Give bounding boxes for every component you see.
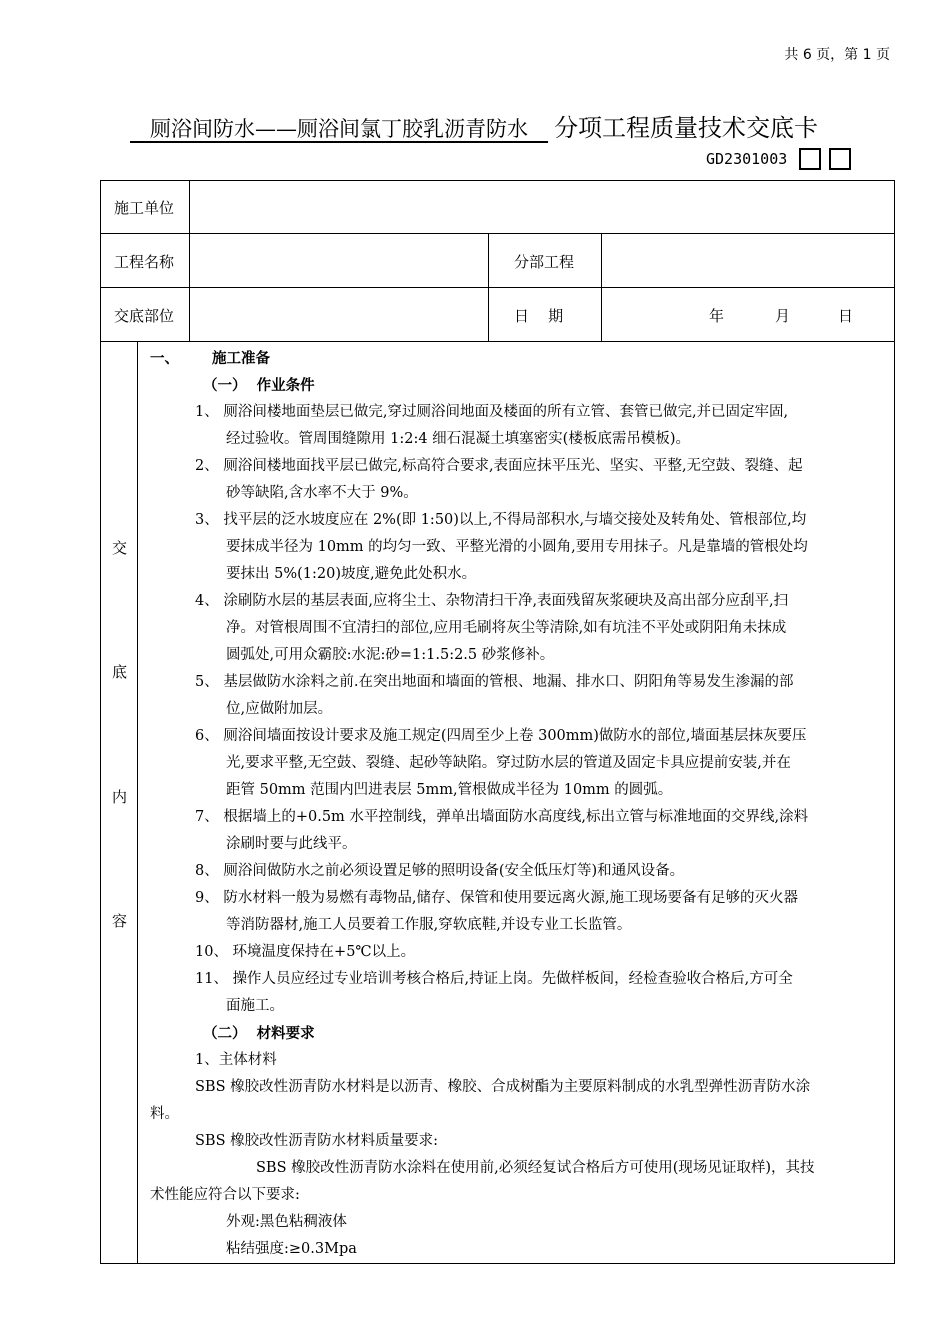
checkbox-2	[829, 148, 851, 170]
material-desc-line: SBS 橡胶改性沥青防水材料是以沥青、橡胶、合成树酯为主要原料制成的水乳型弹性沥青防水涂	[195, 1079, 811, 1095]
quality-desc-line: 术性能应符合以下要求:	[150, 1187, 300, 1203]
list-item-continuation: 光,要求平整,无空鼓、裂缝、起砂等缺陷。穿过防水层的管道及固定卡具应提前安装,并在	[226, 755, 791, 771]
list-item-continuation: 位,应做附加层。	[226, 701, 333, 717]
list-item: 10、 环境温度保持在+5℃以上。	[195, 944, 416, 960]
date-year: 年	[709, 307, 725, 325]
date-month: 月	[775, 307, 791, 325]
list-item-continuation: 距管 50mm 范围内凹进表层 5mm,管根做成半径为 10mm 的圆弧。	[226, 782, 673, 798]
side-label-char: 底	[112, 663, 128, 681]
quality-desc-line: SBS 橡胶改性沥青防水涂料在使用前,必须经复试合格后方可使用(现场见证取样)，其技	[256, 1160, 815, 1176]
list-item: 8、 厕浴间做防水之前必须设置足够的照明设备(安全低压灯等)和通风设备。	[195, 863, 685, 879]
date-day: 日	[838, 307, 854, 325]
list-item-continuation: 要抹出 5%(1:20)坡度,避免此处积水。	[226, 566, 477, 582]
col-divider	[488, 233, 489, 341]
list-item: 2、 厕浴间楼地面找平层已做完,标高符合要求,表面应抹平压光、坚实、平整,无空鼓、裂缝、起	[195, 458, 803, 474]
quality-title: SBS 橡胶改性沥青防水材料质量要求:	[195, 1133, 439, 1149]
title-underlined: 厕浴间防水——厕浴间氯丁胶乳沥青防水	[130, 117, 549, 141]
col-divider	[601, 233, 602, 341]
list-item: 4、 涂刷防水层的基层表面,应将尘土、杂物清扫干净,表面残留灰浆硬块及高出部分应刮平,扫	[195, 593, 789, 609]
row-divider	[100, 341, 895, 342]
side-label-char: 容	[112, 912, 128, 930]
list-item-continuation: 经过验收。管周围缝隙用 1:2:4 细石混凝土填塞密实(楼板底需吊模板)。	[226, 431, 690, 447]
col-divider	[137, 341, 138, 1264]
checkbox-1	[799, 148, 821, 170]
material-desc-line: 料。	[150, 1106, 179, 1122]
date-label: 日 期	[514, 307, 564, 325]
project-name-label: 工程名称	[114, 253, 175, 271]
list-item: 5、 基层做防水涂料之前.在突出地面和墙面的管根、地漏、排水口、阴阳角等易发生渗漏的部	[195, 674, 794, 690]
code-text: GD2301003	[706, 150, 788, 168]
list-item-continuation: 面施工。	[226, 998, 284, 1014]
list-item-continuation: 涂刷时要与此线平。	[226, 836, 357, 852]
bond-strength-spec: 粘结强度:≥0.3Mpa	[226, 1241, 357, 1257]
list-item-continuation: 圆弧处,可用众霸胶:水泥:砂=1:1.5:2.5 砂浆修补。	[226, 647, 555, 663]
subsection-heading: （二） 材料要求	[203, 1025, 315, 1042]
list-item-continuation: 净。对管根周围不宜清扫的部位,应用毛刷将灰尘等清除,如有坑洼不平处或阴阳角未抹成	[226, 620, 787, 636]
division-label: 分部工程	[514, 253, 575, 271]
list-item: 7、 根据墙上的+0.5m 水平控制线，弹单出墙面防水高度线,标出立管与标准地面的交界线,涂料	[195, 809, 809, 825]
row-divider	[100, 287, 895, 288]
list-item: 6、 厕浴间墙面按设计要求及施工规定(四周至少上卷 300mm)做防水的部位,墙面基层抹灰要压	[195, 728, 807, 744]
col-divider	[189, 180, 190, 341]
page-info: 共 6 页，第 1 页	[784, 47, 890, 63]
list-item-continuation: 等消防器材,施工人员要着工作服,穿软底鞋,并设专业工长监管。	[226, 917, 632, 933]
side-label-char: 交	[112, 539, 128, 557]
document-title	[130, 108, 890, 142]
document-code	[706, 146, 859, 172]
section-title: 施工准备	[212, 350, 270, 367]
construction-unit-label: 施工单位	[114, 199, 175, 217]
side-label-char: 内	[112, 788, 128, 806]
handover-content	[150, 345, 890, 1263]
list-item: 3、 找平层的泛水坡度应在 2%(即 1:50)以上,不得局部积水,与墙交接处及转角处、管根部位,均	[195, 512, 807, 528]
title-suffix: 分项工程质量技术交底卡	[554, 114, 819, 142]
list-item: 1、 厕浴间楼地面垫层已做完,穿过厕浴间地面及楼面的所有立管、套管已做完,并已固定牢固,	[195, 404, 789, 420]
section-heading	[150, 345, 890, 372]
appearance-spec: 外观:黑色粘稠液体	[226, 1214, 347, 1230]
row-divider	[100, 233, 895, 234]
handover-part-label: 交底部位	[114, 307, 175, 325]
list-item: 9、 防水材料一般为易燃有毒物品,储存、保管和使用要远离火源,施工现场要备有足够的灭火器	[195, 890, 799, 906]
material-main-heading: 1、主体材料	[195, 1052, 277, 1068]
list-item: 11、 操作人员应经过专业培训考核合格后,持证上岗。先做样板间，经检查验收合格后,方可全	[195, 971, 793, 987]
subsection-heading: （一） 作业条件	[203, 377, 315, 394]
work-conditions-list	[150, 399, 890, 1020]
list-item-continuation: 要抹成半径为 10mm 的均匀一致、平整光滑的小圆角,要用专用抹子。凡是靠墙的管根处均	[226, 539, 808, 555]
section-number: 一、	[150, 350, 179, 367]
list-item-continuation: 砂等缺陷,含水率不大于 9%。	[226, 485, 418, 501]
